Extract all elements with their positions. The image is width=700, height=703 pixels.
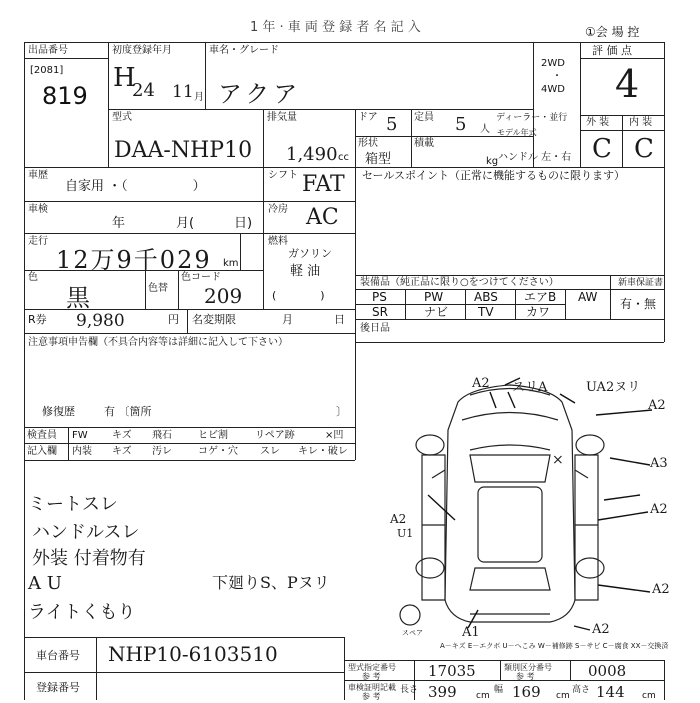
inspector-label: 検査員: [27, 430, 57, 441]
record-scratch: キズ: [112, 446, 132, 457]
inspector-crack: ヒビ割: [198, 430, 228, 441]
warranty-label: 新車保証書: [618, 278, 664, 288]
sheet-title: 1 年 · 車 両 登 録 者 名 記 入: [250, 20, 421, 35]
mark-ua2: UA2ヌリ: [586, 380, 641, 395]
score-label: 評 価 点: [592, 44, 632, 57]
equip-sr: SR: [372, 305, 388, 319]
height-label: 高さ: [572, 685, 591, 695]
color-code-label: 色コード: [181, 272, 221, 283]
drive-2wd: 2WD: [541, 58, 565, 69]
equip-leather: カワ: [526, 305, 551, 319]
repair-value: 有 〔箇所: [104, 405, 152, 418]
record-interior: 内装: [72, 446, 92, 457]
warranty-value: 有・無: [620, 297, 657, 311]
inspector-dent: ×凹: [325, 430, 344, 441]
length-label: 長さ: [400, 685, 419, 695]
seats-label: 定員: [414, 112, 434, 123]
type-num-value: 17035: [428, 662, 476, 680]
repair-close: 〕: [336, 405, 347, 418]
inspector-scratch: キズ: [112, 430, 132, 441]
doors-label: ドア: [358, 112, 378, 123]
color-value: 黒: [66, 284, 90, 312]
inspector-repair: リペア跡: [255, 430, 295, 441]
doors-value: 5: [386, 114, 398, 135]
shift-label: シフト: [268, 170, 298, 181]
height-value: 144: [596, 683, 625, 701]
first-reg-label: 初度登録年月: [112, 45, 172, 56]
equip-tv: TV: [478, 305, 494, 319]
record-label: 記入欄: [27, 446, 57, 457]
rear-seat-label: 後日品: [360, 323, 390, 334]
equip-navi: ナビ: [424, 305, 449, 319]
car-name-label: 車名・グレード: [209, 45, 279, 56]
car-name-value: アクア: [218, 80, 302, 108]
first-reg-year: 24: [132, 80, 155, 101]
shift-value: FAT: [302, 172, 345, 197]
class-num-value: 0008: [588, 662, 627, 680]
fuel-other: ( ): [272, 289, 325, 302]
seats-value: 5: [455, 114, 467, 135]
name-period-day: 日: [334, 313, 345, 326]
usage-label: 車歴: [28, 170, 48, 181]
memo-line-3: 外装 付着物有: [32, 548, 146, 569]
recycle-value: 9,980: [76, 311, 125, 331]
color-code-value: 209: [204, 284, 243, 308]
registration-label: 登録番号: [36, 681, 80, 694]
record-tear: キレ・破レ: [298, 446, 348, 457]
inspection-label: 車検: [28, 204, 48, 215]
lot-label: 出品番号: [28, 45, 68, 56]
class-num-label: 類別区分番号: [504, 663, 552, 672]
record-rub: スレ: [260, 446, 280, 457]
usage-value: 自家用 ・（ ）: [65, 179, 206, 194]
mark-a2-front: A2: [472, 376, 490, 391]
record-stain: 汚レ: [152, 446, 172, 457]
mark-a2-rrr: A2: [652, 582, 670, 597]
mark-a2-right: A2: [648, 398, 666, 413]
lot-sub: [2081]: [30, 65, 64, 76]
equip-abs: ABS: [474, 290, 498, 304]
width-label: 幅: [494, 685, 504, 695]
model-value: DAA-NHP10: [114, 138, 253, 163]
mark-sura: スリA: [512, 380, 548, 395]
width-value: 169: [512, 683, 541, 701]
equip-airbag: エアB: [524, 290, 557, 304]
first-reg-month-unit: 月: [194, 92, 204, 103]
memo-line-5: ライトくもり: [28, 602, 136, 623]
handle-label: ハンドル 左・右: [498, 152, 572, 163]
displacement-label: 排気量: [267, 112, 297, 123]
inspection-month: 月(: [176, 216, 195, 231]
damage-legend: A－キズ E－エクボ U－へこみ W－補修跡 S－サビ C－腐食 XX－交換済: [440, 642, 669, 650]
drive-4wd: 4WD: [541, 84, 565, 95]
mark-a2-rr: A2: [650, 502, 668, 517]
fuel-gas: ガソリン: [288, 247, 332, 260]
record-burn: コゲ・穴: [198, 446, 238, 457]
fuel-diesel: 軽 油: [290, 264, 321, 279]
aircon-label: 冷房: [268, 204, 288, 215]
width-unit: cm: [556, 691, 570, 701]
class-num-sub: 参 考: [516, 672, 535, 681]
inspection-day: 日): [234, 216, 253, 231]
inspector-chip: 飛石: [152, 430, 172, 441]
mark-x: ×: [552, 452, 564, 468]
body-value: 箱型: [365, 152, 392, 167]
fuel-label: 燃料: [268, 236, 288, 247]
memo-line-4: A U: [28, 573, 62, 594]
memo-line-2: ハンドルスレ: [32, 522, 140, 543]
notes-label: 注意事項申告欄（不具合内容等は詳細に記入して下さい）: [28, 337, 288, 348]
seats-unit: 人: [480, 124, 490, 135]
load-label: 積載: [414, 138, 434, 149]
lot-number: 819: [42, 82, 88, 110]
first-reg-month: 11: [172, 82, 194, 102]
mark-a1: A1: [462, 625, 480, 640]
equip-ps: PS: [372, 290, 387, 304]
interior-label: 内 装: [629, 117, 653, 128]
equip-aw: AW: [578, 290, 598, 304]
length-value: 399: [428, 683, 457, 701]
underbody-note: 下廻りS、Pヌリ: [212, 573, 330, 592]
dealer-label: ディーラー・並行: [496, 113, 568, 123]
cert-label: 車検証明記載: [348, 683, 396, 692]
aircon-value: AC: [306, 205, 339, 230]
exterior-grade: C: [592, 134, 612, 164]
color-label: 色: [28, 272, 38, 283]
mark-a2-left: A2: [390, 512, 407, 526]
type-num-label: 型式指定番号: [348, 663, 396, 672]
type-num-sub: 参 考: [362, 672, 381, 681]
interior-grade: C: [634, 134, 654, 164]
memo-line-1: ミートスレ: [28, 494, 118, 515]
chassis-label: 車台番号: [36, 649, 80, 662]
inspection-year: 年: [112, 216, 126, 231]
repair-label: 修復歴: [42, 405, 75, 418]
height-unit: cm: [642, 691, 656, 701]
mark-a2-bottom: A2: [592, 622, 610, 637]
length-unit: cm: [476, 691, 490, 701]
model-year-label: モデル年式: [497, 128, 537, 137]
recycle-label: R券: [28, 313, 47, 326]
name-period-month: 月: [282, 313, 293, 326]
mark-a3: A3: [650, 456, 668, 471]
mileage-label: 走行: [28, 236, 48, 247]
cert-sub: 参 考: [362, 692, 381, 701]
recycle-unit: 円: [168, 313, 179, 326]
equip-pw: PW: [424, 290, 444, 304]
score-value: 4: [615, 62, 640, 106]
model-label: 型式: [112, 112, 132, 123]
load-unit: kg: [486, 156, 499, 167]
equipment-label: 装備品（純正品に限り○をつけてください）: [360, 277, 559, 288]
color-change-label: 色替: [148, 283, 168, 294]
chassis-value: NHP10-6103510: [108, 642, 278, 666]
mileage-unit: km: [223, 258, 239, 269]
body-label: 形状: [358, 138, 378, 149]
sales-point-label: セールスポイント（正常に機能するものに限ります）: [362, 169, 626, 182]
name-period-label: 名変期限: [192, 313, 236, 326]
venue-copy-label: ①会 場 控: [585, 25, 640, 39]
spare-label: スペア: [402, 629, 423, 637]
inspector-fw: FW: [72, 430, 88, 441]
mileage-value: 12万9千029: [56, 246, 212, 274]
displacement-unit: cc: [338, 152, 349, 163]
drive-dot: ・: [552, 71, 562, 82]
exterior-label: 外 装: [586, 117, 610, 128]
first-reg-era: H: [113, 63, 136, 93]
mark-u1: U1: [397, 527, 414, 540]
displacement-value: 1,490: [286, 144, 338, 165]
